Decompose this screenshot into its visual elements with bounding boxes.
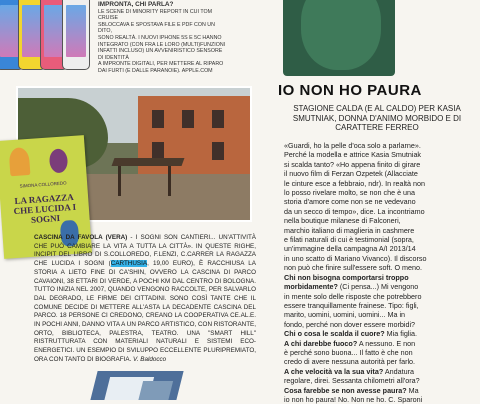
body-line: il nuovo film di Ferzan Ozpetek (Allacciate <box>284 169 418 179</box>
cascina-heading: CASCINA DA FAVOLA (VERA) <box>34 234 128 241</box>
body-line: da un secco di tempo», dice. La incontriamo <box>284 206 425 216</box>
body-line: Perché la modella e attrice Kasia Smutniak <box>284 150 422 160</box>
book-author: SIMONA COLLOREDO <box>19 180 67 189</box>
qa-line <box>284 348 464 357</box>
body-line: e filati naturali di cui è testimonial (sopra, <box>284 235 414 245</box>
answer: Andatura <box>383 366 414 376</box>
phone-white <box>62 0 90 70</box>
top-article-line: INTEGRATO (CON FRA LE LORO (MULTI)FUNZIONI <box>98 41 226 48</box>
body-line: marchio italiano di maglieria in cashmere <box>284 225 415 235</box>
cascina-credit: V. Baldocco <box>131 355 167 363</box>
qa-line <box>284 386 464 395</box>
cascina-body: , 19,00 EURO), È RACCHIUSA LA STORIA A LIETO FINE DI CA'SHIN, OVVERO LA CASCINA DI PARCO CAVAIONI, 38 ETTARI DI VERDE, A POCHI KM DAL CENTRO DI BOLOGNA. TUTTO INIZIA NEL 2007, QUANDO VENGONO RACCOLTE, PER SALVARLO DAL DEGRADO, LE FIRME DEI CITTADINI. SONO COSÌ TANTE CHE IL COMUNE DECIDE DI METTERE ALL'ASTA LA DECADENTE CASCINA DEL PARCO. 18 PERSONE CI CREDONO, CREANO LA COOPERATIVA CE.AL.E. IN POCHI ANNI, DANNO VITA A UN PARCO ARTISTICO, CON RISTORANTE, ORTO, BIBLIOTECA, PALESTRA, TEATRO. UNA "SMART HILL" RISTRUTTURATA CON MATERIALI NATURALI E SISTEMI ECO-ENERGETICI. UN ESEMPIO DI SVILUPPO ECCELLENTE PLURIPREMIATO, ORA CON TANTO DI BIOGRAFIA. <box>34 260 256 363</box>
qa-line <box>284 329 464 338</box>
qa-line <box>284 292 464 301</box>
answer: regolare, direi. Sessanta chilometri all'ora? <box>284 376 420 386</box>
body-line: non può che finire sull'essere soft. O meno. <box>284 263 423 273</box>
body-line: storia d'amore come non se ne vedevano <box>284 197 416 207</box>
answer: essere tranquillamente frainese. Tipo: figli, <box>284 300 419 310</box>
article-subtitle: STAGIONE CALDA (E AL CALDO) PER KASIA SMUTNIAK, DONNA D'ANIMO MORBIDO E DI CARATTERE FERREO <box>292 104 462 132</box>
qa-line <box>284 376 464 385</box>
top-article <box>98 2 228 75</box>
answer: fondo, perché non dover essere morbidi? <box>284 319 416 329</box>
cascina-intro: - I SOGNI SON CANTIERI... UN'ATTIVITÀ CHE PUÒ CAMBIARE LA VITA A TUTTA LA CITTÀ». IN QUESTE RIGHE, INCIPIT DEL LIBRO DI S.COLLOREDO, F.LENZI, C.CARRER LA RAGAZZA CHE LUCIDA I SOGNI ( <box>34 234 256 268</box>
question: Chi o cosa le scalda il cuore? <box>284 329 385 339</box>
qa-line <box>284 282 464 291</box>
qa-line <box>284 273 464 282</box>
answer: A nessuno. E non <box>357 338 416 348</box>
top-article-heading: IMPRONTA, CHI PARLA? <box>98 1 174 8</box>
question: Chi non bisogna comportarsi troppo <box>284 272 409 282</box>
question: Cosa farebbe se non avesse paura? <box>284 385 407 395</box>
answer: è perché sono buona... Il fatto è che non <box>284 347 413 357</box>
body-line: «Guardi, ho la pelle d'oca solo a parlarne». <box>284 141 421 150</box>
knitwear-photo <box>283 0 395 76</box>
qa-line <box>284 301 464 310</box>
qa-line <box>284 357 464 366</box>
qa-line <box>284 367 464 376</box>
bottom-photo <box>90 371 183 400</box>
top-article-line: DAI FURTI (E DALLE PARANOIE). APPLE.COM <box>98 67 213 74</box>
body-line: in uno scatto di Mariano Vivanco). Il discorso <box>284 253 427 263</box>
answer: marito, uomini, uomini, uomini... Ma in <box>284 310 406 320</box>
answer: credo di avere nessuna autorità per farlo. <box>284 357 416 367</box>
qa-line <box>284 310 464 319</box>
qa-line <box>284 395 464 404</box>
question: morbidamente? <box>284 282 338 292</box>
answer: Mia figlia. <box>384 329 418 339</box>
body-line: le cinture esce a febbraio, ndr). In realtà non <box>284 178 426 188</box>
body-line: si scalda tanto? «Ho appena finito di girare <box>284 159 421 169</box>
qa-line <box>284 320 464 329</box>
body-line: lo posso rivelare molto, se non che è una <box>284 188 416 198</box>
answer: in mente solo delle risposte che potrebbero <box>284 291 422 301</box>
top-article-line: LE SCENE DI MINORITY REPORT IN CUI TOM CRUISE <box>98 8 213 22</box>
article-body <box>284 141 464 404</box>
top-article-line: INFATTI INCLUSO) UN AVVENIRISTICO SENSORE DI IDENTITÀ <box>98 48 223 61</box>
article-title: IO NON HO PAURA <box>278 82 422 99</box>
body-line: un'immagine della campagna A/I 2013/14 <box>284 244 416 254</box>
publisher-highlight: CARTHUSIA <box>110 260 148 268</box>
book-title: LA RAGAZZA CHE LUCIDA I SOGNI <box>13 191 77 225</box>
iphone-photo <box>0 0 95 72</box>
cascina-article <box>34 234 256 365</box>
body-line: nella boutique milanese di Falconeri, <box>284 216 401 226</box>
top-article-line: SBLOCCAVA E SPOSTAVA FILE E PDF CON UN DITO, <box>98 21 215 35</box>
qa-line <box>284 339 464 348</box>
top-article-line: A IMPRONTE DIGITALI, PER METTERE AL RIPARO <box>98 61 224 68</box>
answer: Ma <box>406 385 419 395</box>
question: A che velocità va la sua vita? <box>284 366 384 376</box>
answer: io non ho paura! No. Non ne ho. C. Sparoni <box>284 394 423 404</box>
question: A chi darebbe fuoco? <box>284 338 358 348</box>
top-article-line: SONO REALTÀ. I NUOVI IPHONE 5S E 5C HANNO <box>98 34 222 41</box>
answer: (Ci pensa...) Mi vengono <box>337 282 419 292</box>
